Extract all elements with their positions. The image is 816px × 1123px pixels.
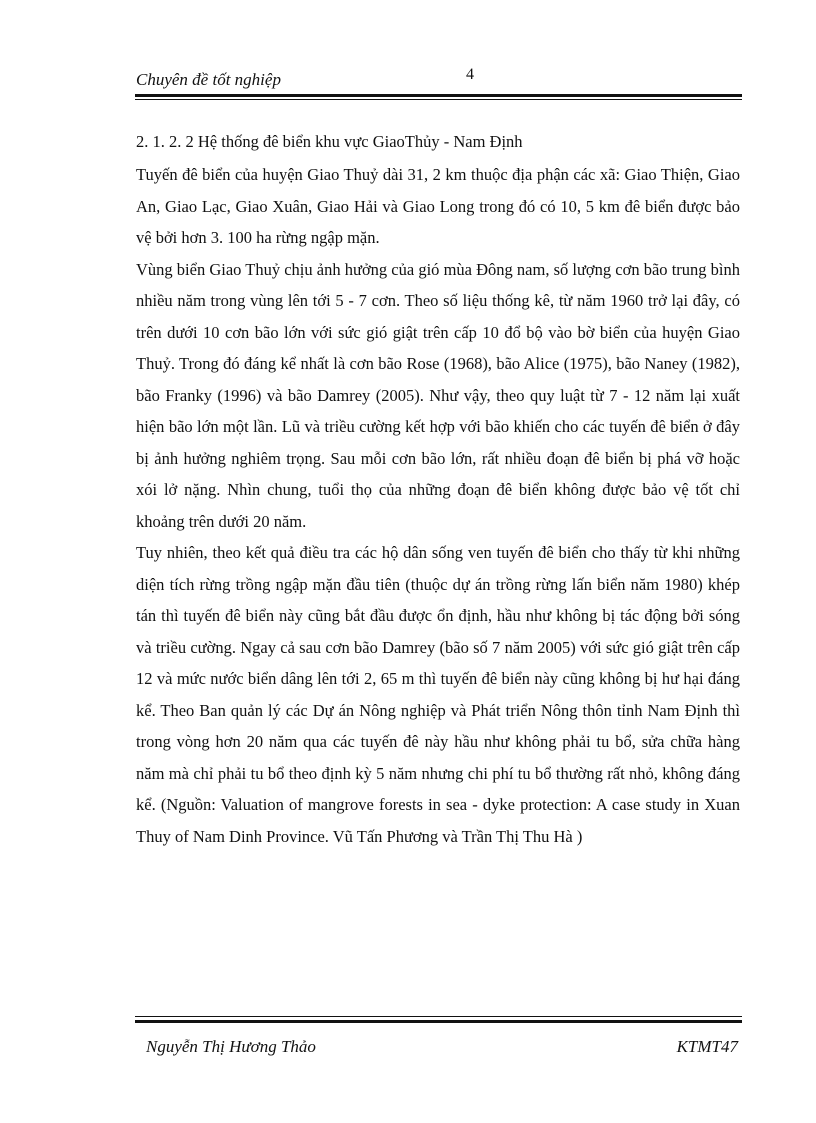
- page-number: 4: [466, 66, 474, 83]
- header-rule-thick: [135, 94, 742, 97]
- footer-class-code: KTMT47: [676, 1037, 738, 1056]
- footer-author: Nguyễn Thị Hương Thảo: [146, 1037, 316, 1056]
- paragraph-mangrove-protection: Tuy nhiên, theo kết quả điều tra các hộ dân sống ven tuyến đê biển cho thấy từ khi những diện tích rừng trồng ngập mặn đầu tiên (thuộc dự án trồng rừng lấn biển năm 1980) khép tán thì tuyến đê biển này cũng bắt đầu được ổn định, hầu như không bị tác động bởi sóng và triều cường. Ngay cả sau cơn bão Damrey (bão số 7 năm 2005) với sức gió giật trên cấp 12 và mức nước biển dâng lên tới 2, 65 m thì tuyến đê biển này cũng không bị hư hại đáng kể. Theo Ban quản lý các Dự án Nông nghiệp và Phát triển Nông thôn tỉnh Nam Định thì trong vòng hơn 20 năm qua các tuyến đê này hầu như không phải tu bổ, sửa chữa hàng năm mà chỉ phải tu bổ theo định kỳ 5 năm nhưng chi phí tu bổ thường rất nhỏ, không đáng kể. (Nguồn: Valuation of mangrove forests in sea - dyke protection: A case study in Xuan Thuy of Nam Dinh Province. Vũ Tấn Phương và Trần Thị Thu Hà ): [136, 543, 740, 846]
- document-body: [136, 130, 740, 852]
- header-rule-thin: [135, 99, 742, 100]
- footer-rule-thin: [135, 1016, 742, 1017]
- paragraph-dike-overview: Tuyến đê biển của huyện Giao Thuỷ dài 31, 2 km thuộc địa phận các xã: Giao Thiện, Giao An, Giao Lạc, Giao Xuân, Giao Hải và Giao Long trong đó có 10, 5 km đê biển được bảo vệ bởi hơn 3. 100 ha rừng ngập mặn.: [136, 165, 740, 247]
- header-title: Chuyên đề tốt nghiệp: [136, 70, 281, 89]
- paragraph-storm-impact: Vùng biển Giao Thuỷ chịu ảnh hưởng của gió mùa Đông nam, số lượng cơn bão trung bình nhiều năm trong vùng lên tới 5 - 7 cơn. Theo số liệu thống kê, từ năm 1960 trở lại đây, có trên dưới 10 cơn bão lớn với sức gió giật trên cấp 10 đổ bộ vào bờ biển của huyện Giao Thuỷ. Trong đó đáng kể nhất là cơn bão Rose (1968), bão Alice (1975), bão Naney (1982), bão Franky (1996) và bão Damrey (2005). Như vậy, theo quy luật từ 7 - 12 năm lại xuất hiện bão lớn một lần. Lũ và triều cường kết hợp với bão khiến cho các tuyến đê biển ở đây bị ảnh hưởng nghiêm trọng. Sau mỗi cơn bão lớn, rất nhiều đoạn đê biển bị phá vỡ hoặc xói lở nặng. Nhìn chung, tuổi thọ của những đoạn đê biển không được bảo vệ tốt chỉ khoảng trên dưới 20 năm.: [136, 259, 740, 531]
- section-heading: 2. 1. 2. 2 Hệ thống đê biển khu vực GiaoThủy - Nam Định: [136, 132, 523, 151]
- footer-rule-thick: [135, 1020, 742, 1023]
